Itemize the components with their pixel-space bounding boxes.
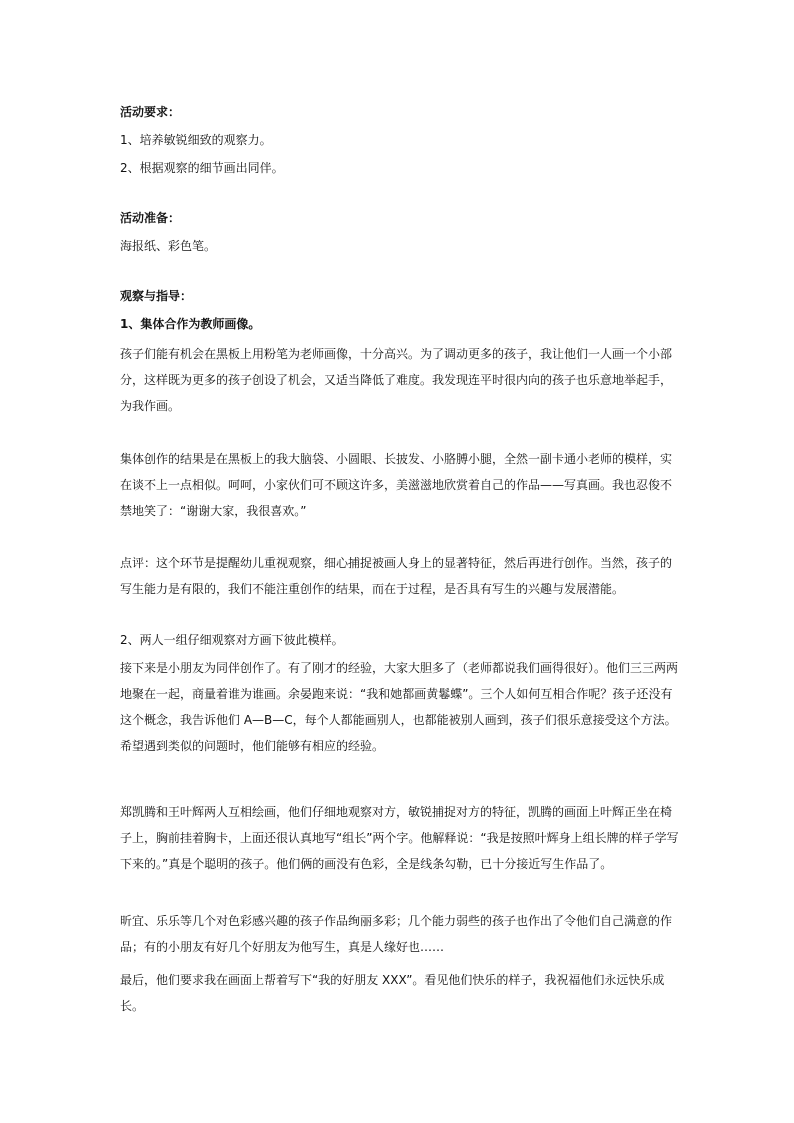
- paragraph-2: [120, 446, 680, 524]
- paragraph-5-text: 郑凯腾和王叶辉两人互相绘画，他们仔细地观察对方，敏锐捕捉对方的特征，凯腾的画面上叶辉正坐在椅子上，胸前挂着胸卡，上面还很认真地写“组长”两个字。他解释说：“我是按照叶辉身上组长牌的样子学写下来的。”真是个聪明的孩子。他们俩的画没有色彩，全是线条勾勒，已十分接近写生作品了。: [120, 805, 679, 871]
- requirement-item-1: 1、培养敏锐细致的观察力。: [120, 133, 272, 147]
- paragraph-1: [120, 341, 680, 419]
- paragraph-1-text: 孩子们能有机会在黑板上用粉笔为老师画像，十分高兴。为了调动更多的孩子，我让他们一人画一个小部分，这样既为更多的孩子创设了机会，又适当降低了难度。我发现连平时很内向的孩子也乐意地举起手，为我作画。: [120, 347, 673, 413]
- paragraph-6: [120, 908, 680, 960]
- paragraph-6-text: 昕宜、乐乐等几个对色彩感兴趣的孩子作品绚丽多彩；几个能力弱些的孩子也作出了令他们自己满意的作品；有的小朋友有好几个好朋友为他写生，真是人缘好也……: [120, 914, 673, 954]
- observation-heading: 观察与指导：: [120, 289, 193, 303]
- paragraph-4: [120, 655, 680, 759]
- paragraph-3: [120, 550, 680, 602]
- observation-subheading-2: 2、两人一组仔细观察对方画下彼此模样。: [120, 633, 344, 647]
- paragraph-7: [120, 967, 680, 1019]
- paragraph-2-text: 集体创作的结果是在黑板上的我大脑袋、小圆眼、长披发、小胳膊小腿，全然一副卡通小老师的模样，实在谈不上一点相似。呵呵，小家伙们可不顾这许多，美滋滋地欣赏着自己的作品——写真画。我也忍俊不禁地笑了：“谢谢大家，我很喜欢。”: [120, 452, 673, 518]
- requirement-item-2: 2、根据观察的细节画出同伴。: [120, 161, 284, 175]
- preparation-heading: 活动准备：: [120, 211, 181, 225]
- requirements-heading: 活动要求：: [120, 105, 181, 119]
- paragraph-7-text: 最后，他们要求我在画面上帮着写下“我的好朋友 XXX”。看见他们快乐的样子，我祝福他们永远快乐成长。: [120, 973, 665, 1013]
- observation-subheading-1: 1、集体合作为教师画像。: [120, 317, 261, 331]
- paragraph-5: [120, 799, 680, 877]
- preparation-text: 海报纸、彩色笔。: [120, 239, 217, 253]
- paragraph-4-text: 接下来是小朋友为同伴创作了。有了刚才的经验，大家大胆多了（老师都说我们画得很好）。他们三三两两地聚在一起，商量着谁为谁画。余晏跑来说：“我和她都画黄鬈蝶”。三个人如何互相合作呢？孩子还没有这个概念，我告诉他们 A—B—C，每个人都能画别人，也都能被别人画到，孩子们很乐意接受这个方法。希望遇到类似的问题时，他们能够有相应的经验。: [120, 661, 679, 753]
- paragraph-3-text: 点评：这个环节是提醒幼儿重视观察，细心捕捉被画人身上的显著特征，然后再进行创作。当然，孩子的写生能力是有限的，我们不能注重创作的结果，而在于过程，是否具有写生的兴趣与发展潜能。: [120, 556, 673, 596]
